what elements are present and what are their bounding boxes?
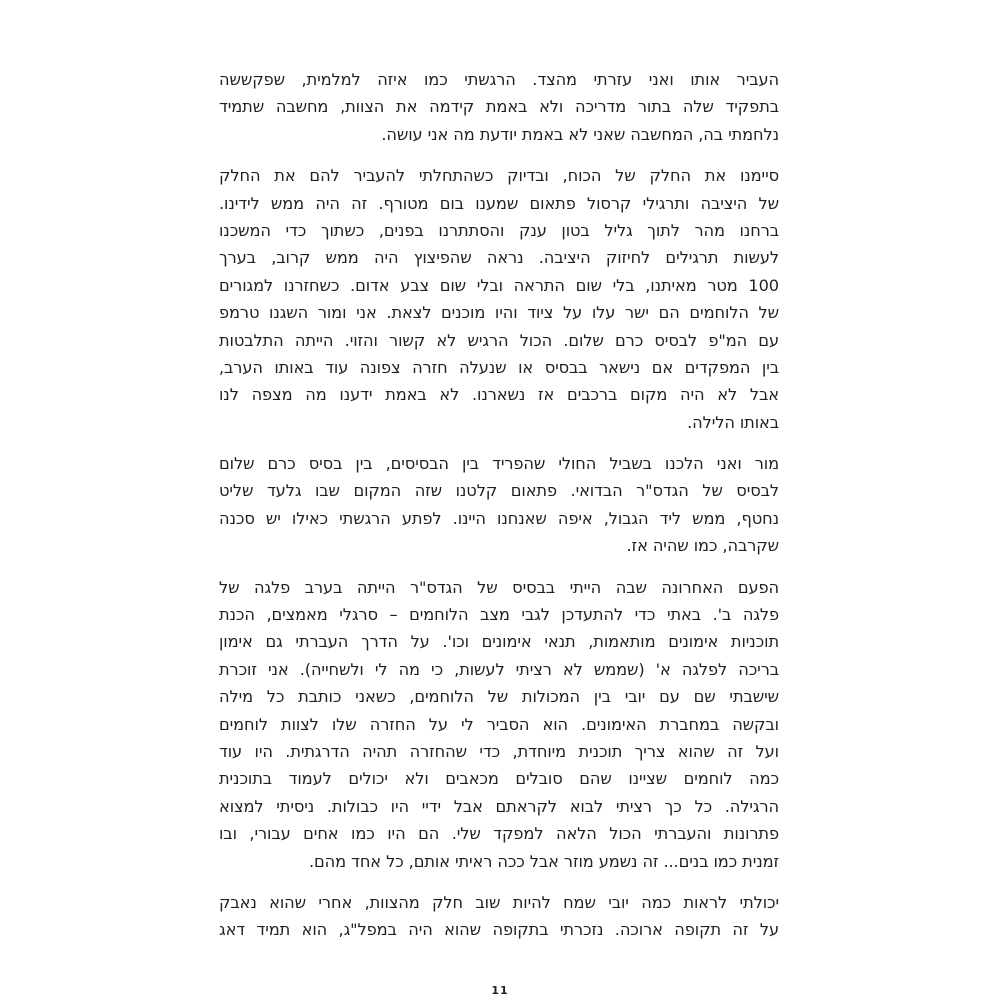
text-line: פתרונות והעברתי הכול הלאה למפקד שלי. הם היו כמו אחים עבורי, ובו — [219, 824, 779, 844]
paragraph — [219, 574, 779, 875]
text-line: תוכניות אימונים מותאמות, תנאי אימונים וכו'. על הדרך העברתי גם אימון — [219, 632, 779, 652]
text-line: באותו הלילה. — [687, 412, 779, 432]
text-line: אבל לא היה מקום ברכבים אז נשארנו. לא באמת ידענו מה מצפה לנו — [219, 385, 779, 405]
page-number: 11 — [491, 984, 509, 997]
text-line: של הלוחמים הם ישר עלו על ציוד והיו מוכנים לצאת. אני ומור השגנו טרמפ — [219, 303, 779, 323]
text-line: עם המ"פ לבסיס כרם שלום. הכול הרגיש לא קשור והזוי. הייתה התלבטות — [219, 330, 779, 350]
text-line: העביר אותו ואני עזרתי מהצד. הרגשתי כמו איזה למלמית, שפקששה — [219, 70, 779, 89]
text-line: לעשות תרגילים לחיזוק היציבה. נראה שהפיצוץ היה ממש קרוב, בערך — [219, 248, 779, 268]
text-line: בריכה לפלגה א' (שממש לא רציתי לעשות, כי מה לי ולשחייה). אני זוכרת — [219, 659, 779, 679]
text-line: כמה לוחמים שציינו שהם סובלים מכאבים ולא יכולים לעמוד בתוכנית — [219, 769, 779, 789]
text-line: בתפקיד שלה בתור מדריכה ולא באמת קידמה את הצוות, מחשבה שתמיד — [219, 97, 779, 117]
text-line: יכולתי לראות כמה יובי שמח להיות שוב חלק מהצוות, אחרי שהוא נאבק — [219, 892, 779, 912]
text-line: שישבתי שם עם יובי בין המכולות של הלוחמים, כשאני כותבת כל מילה — [219, 687, 779, 707]
text-line: בין המפקדים אם נישאר בבסיס או שנעלה חזרה צפונה עוד באותו הערב, — [219, 357, 779, 377]
paragraph — [219, 450, 779, 560]
text-line: ועל זה שהוא צריך תוכנית מיוחדת, כדי שהחזרה תהיה הדרגתית. היו עוד — [219, 741, 779, 761]
paragraph — [219, 162, 779, 436]
text-line: מור ואני הלכנו בשביל החולי שהפריד בין הבסיסים, בין בסיס כרם שלום — [219, 454, 779, 474]
text-line: על זה תקופה ארוכה. נזכרתי בתקופה שהוא היה במפל"ג, הוא תמיד דאג — [219, 920, 779, 940]
text-line: של היציבה ותרגילי קרסול פתאום שמענו בום מטורף. זה היה ממש לידינו. — [219, 193, 779, 213]
body-text — [219, 66, 779, 958]
text-line: סיימנו את החלק של הכוח, ובדיוק כשהתחלתי להעביר להם את החלק — [219, 166, 779, 186]
text-line: ברחנו מהר לתוך גליל בטון ענק והסתתרנו בפנים, כשתוך כדי המשכנו — [219, 220, 779, 240]
text-line: זמנית כמו בנים... זה נשמע מוזר אבל ככה ראיתי אותם, כל אחד מהם. — [308, 851, 779, 871]
text-line: לבסיס של הגדס"ר הבדואי. פתאום קלטנו שזה המקום שבו גלעד שליט — [219, 481, 779, 501]
paragraph — [219, 66, 779, 148]
text-line: פלגה ב'. באתי כדי להתעדכן לגבי מצב הלוחמים – סרגלי מאמצים, הכנת — [219, 605, 779, 625]
paragraph — [219, 889, 779, 944]
text-line: שקרבה, כמו שהיה אז. — [626, 536, 779, 556]
text-line: נחטף, ממש ליד הגבול, איפה שאנחנו היינו. לפתע הרגשתי כאילו יש סכנה — [219, 508, 779, 528]
text-line: נלחמתי בה, המחשבה שאני לא באמת יודעת מה אני עושה. — [381, 124, 779, 144]
text-line: הרגילה. כל כך רציתי לבוא לקראתם אבל ידיי היו כבולות. ניסיתי למצוא — [219, 796, 779, 816]
text-line: ובקשה במחברת האימונים. הוא הסביר לי על החזרה שלו לצוות לוחמים — [219, 714, 779, 734]
text-line: 100 מטר מאיתנו, בלי שום התראה ובלי שום צבע אדום. כשחזרנו למגורים — [219, 275, 779, 295]
text-line: הפעם האחרונה שבה הייתי בבסיס של הגדס"ר הייתה בערב פלגה של — [219, 577, 779, 597]
